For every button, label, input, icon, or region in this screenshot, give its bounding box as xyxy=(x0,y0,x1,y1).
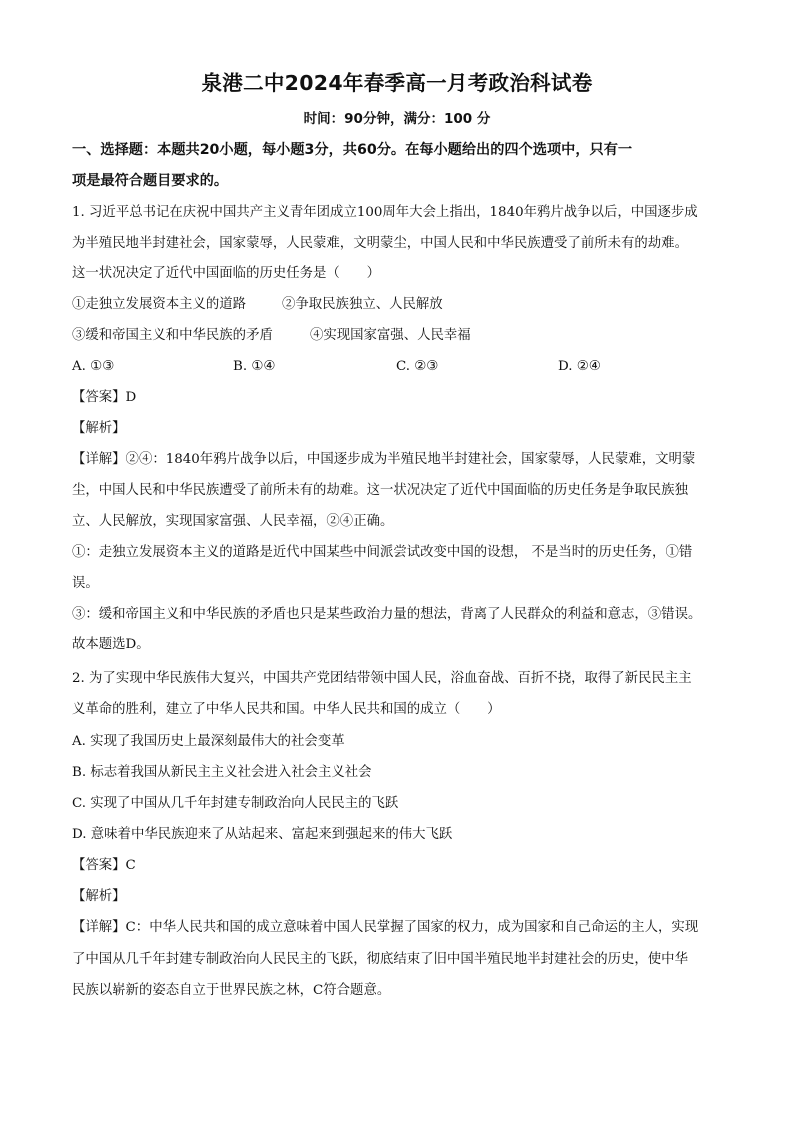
q1-detail-line-2: 尘，中国人民和中华民族遭受了前所未有的劫难。这一状况决定了近代中国面临的历史任务是争取民族独 xyxy=(72,483,688,498)
exam-time-score: 时间：90分钟，满分：100 分 xyxy=(303,111,491,127)
q2-detail-line-3: 民族以崭新的姿态自立于世界民族之林，C符合题意。 xyxy=(72,983,391,998)
q1-answer: 【答案】D xyxy=(72,390,137,405)
q1-detail-line-4: ①：走独立发展资本主义的道路是近代中国某些中间派尝试改变中国的设想， 不是当时的历史任务，①错 xyxy=(72,545,693,560)
q1-item-3: ③缓和帝国主义和中华民族的矛盾 xyxy=(72,328,273,343)
section-heading-line-2: 项是最符合题目要求的。 xyxy=(72,173,229,189)
q1-option-c: C. ②③ xyxy=(396,359,439,374)
q1-option-d: D. ②④ xyxy=(558,359,601,374)
q1-stem-line-3: 这一状况决定了近代中国面临的历史任务是（ ） xyxy=(72,266,380,281)
q1-stem-line-2: 为半殖民地半封建社会，国家蒙辱，人民蒙难，文明蒙尘，中国人民和中华民族遭受了前所未有的劫难。 xyxy=(72,236,688,251)
q1-detail-line-1: 【详解】②④：1840年鸦片战争以后，中国逐步成为半殖民地半封建社会，国家蒙辱，人民蒙难，文明蒙 xyxy=(72,452,696,467)
q2-option-d: D. 意味着中华民族迎来了从站起来、富起来到强起来的伟大飞跃 xyxy=(72,827,453,842)
q2-option-a: A. 实现了我国历史上最深刻最伟大的社会变革 xyxy=(72,734,345,749)
q2-analysis-label: 【解析】 xyxy=(72,889,126,904)
page-title: 泉港二中2024年春季高一月考政治科试卷 xyxy=(201,71,593,95)
q2-detail-line-2: 了中国从几千年封建专制政治向人民民主的飞跃，彻底结束了旧中国半殖民地半封建社会的历史，使中华 xyxy=(72,952,688,967)
q1-detail-line-7: 故本题选D。 xyxy=(72,637,150,652)
q2-option-b: B. 标志着我国从新民主主义社会进入社会主义社会 xyxy=(72,765,372,780)
q1-item-2: ②争取民族独立、人民解放 xyxy=(282,297,443,312)
q2-answer: 【答案】C xyxy=(72,858,136,873)
q1-detail-line-3: 立、人民解放，实现国家富强、人民幸福，②④正确。 xyxy=(72,514,394,529)
q1-item-1: ①走独立发展资本主义的道路 xyxy=(72,297,247,312)
q2-detail-line-1: 【详解】C：中华人民共和国的成立意味着中国人民掌握了国家的权力，成为国家和自己命运的主人，实现 xyxy=(72,920,699,935)
q1-stem-line-1: 1. 习近平总书记在庆祝中国共产主义青年团成立100周年大会上指出，1840年鸦片战争以后，中国逐步成 xyxy=(72,205,698,220)
q1-analysis-label: 【解析】 xyxy=(72,421,126,436)
q2-stem-line-2: 义革命的胜利，建立了中华人民共和国。中华人民共和国的成立（ ） xyxy=(72,702,501,717)
q1-option-b: B. ①④ xyxy=(233,359,276,374)
q1-detail-line-5: 误。 xyxy=(72,576,99,591)
q2-option-c: C. 实现了中国从几千年封建专制政治向人民民主的飞跃 xyxy=(72,796,399,811)
q1-detail-line-6: ③：缓和帝国主义和中华民族的矛盾也只是某些政治力量的想法，背离了人民群众的利益和意志，③错误。 xyxy=(72,607,702,622)
q1-option-a: A. ①③ xyxy=(72,359,115,374)
q1-item-4: ④实现国家富强、人民幸福 xyxy=(310,328,471,343)
q2-stem-line-1: 2. 为了实现中华民族伟大复兴，中国共产党团结带领中国人民，浴血奋战、百折不挠，取得了新民民主主 xyxy=(72,671,692,686)
section-heading-line-1: 一、选择题：本题共20小题，每小题3分，共60分。在每小题给出的四个选项中，只有一 xyxy=(72,142,633,158)
